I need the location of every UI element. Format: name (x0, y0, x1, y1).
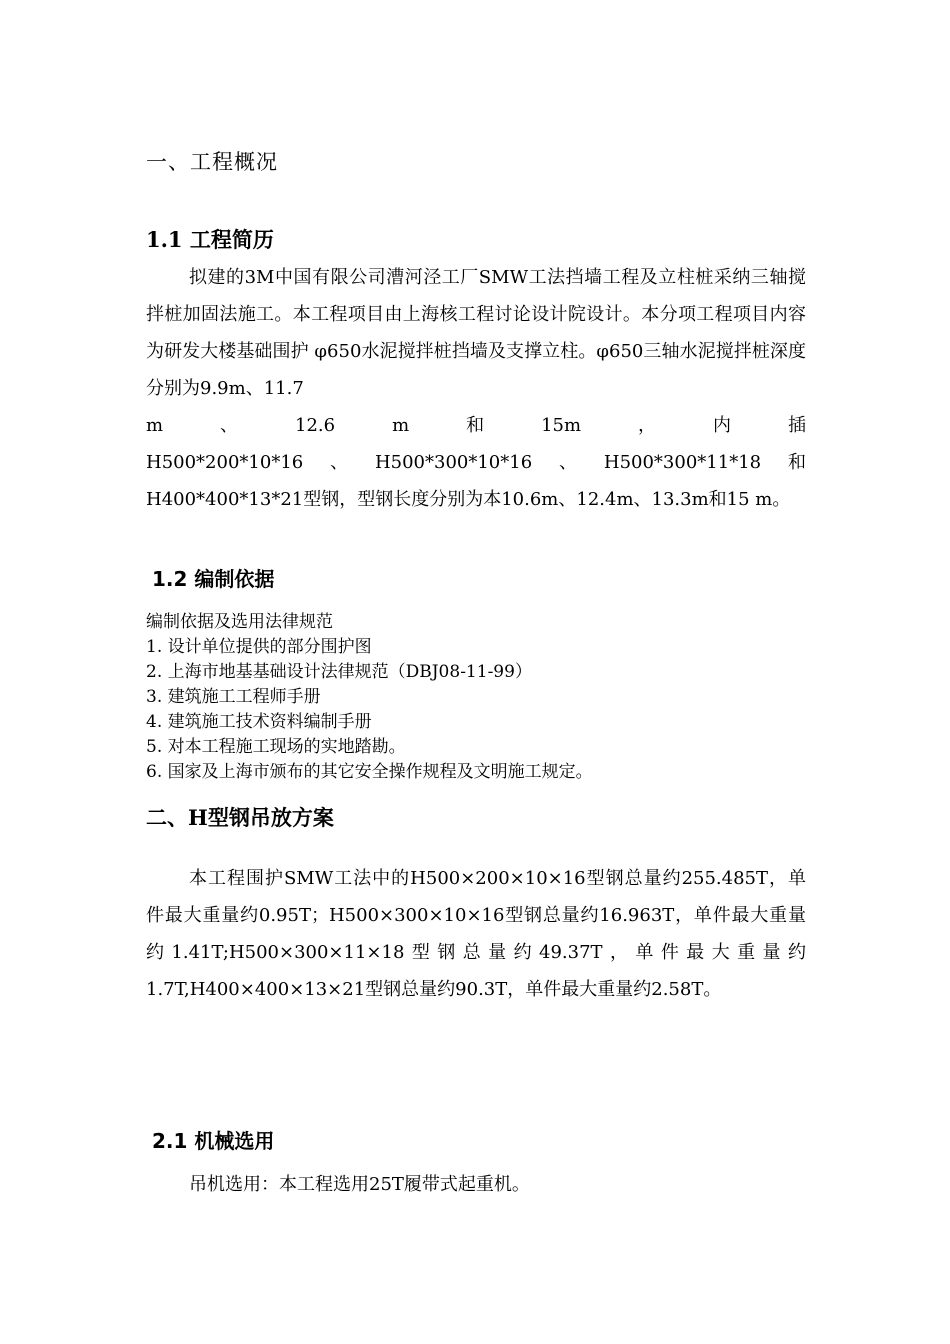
section-heading-h-beam-plan: 二、H型钢吊放方案 (146, 805, 334, 830)
machinery-paragraph: 吊机选用：本工程选用25T履带式起重机。 (189, 1174, 530, 1195)
list-item: 6. 国家及上海市颁布的其它安全操作规程及文明施工规定。 (146, 762, 593, 782)
line-token: 插 (787, 415, 806, 436)
list-item: 2. 上海市地基基础设计法律规范（DBJ08-11-99） (146, 662, 532, 682)
line-token: H500*300*10*16 (374, 452, 533, 473)
list-item: 1. 设计单位提供的部分围护图 (146, 637, 372, 657)
line-token: 和 (466, 415, 485, 436)
subsection-heading-project-history: 1.1 工程简历 (146, 227, 274, 252)
line-token: ， (638, 415, 657, 436)
list-item: 3. 建筑施工工程师手册 (146, 687, 321, 707)
basis-intro: 编制依据及选用法律规范 (146, 612, 333, 632)
section-heading-overview: 一、工程概况 (146, 150, 278, 174)
project-history-tail: H400*400*13*21型钢，型钢长度分别为本10.6m、12.4m、13.3m和15 m。 (146, 489, 791, 510)
line-token: 、 (220, 415, 239, 436)
list-item: 4. 建筑施工技术资料编制手册 (146, 712, 372, 732)
line-token: m (146, 415, 164, 436)
line-token: 15m (541, 415, 582, 436)
line-token: 、 (559, 452, 578, 473)
line-token: 内 (713, 415, 731, 436)
subsection-heading-basis: 1.2 编制依据 (152, 567, 275, 591)
justified-line-profiles (146, 444, 806, 481)
subsection-heading-machinery: 2.1 机械选用 (152, 1129, 275, 1153)
h-beam-plan-paragraph: 本工程围护SMW工法中的H500×200×10×16型钢总量约255.485T，单件最大重量约0.95T；H500×300×10×16型钢总量约16.963T，单件最大重量约1.41T;H500×300×11×18型钢总量约49.37T，单件最大重量约1.7T,H400×400×13×21型钢总量约90.3T，单件最大重量约2.58T。 (146, 868, 806, 1000)
line-token: 和 (787, 452, 806, 473)
line-token: m (392, 415, 410, 436)
justified-line-depths (146, 407, 806, 444)
project-history-paragraph: 拟建的3M中国有限公司漕河泾工厂SMW工法挡墙工程及立柱桩采纳三轴搅拌桩加固法施工。本工程项目由上海核工程讨论设计院设计。本分项工程项目内容为研发大楼基础围护 φ650水泥搅拌桩挡墙及支撑立柱。φ650三轴水泥搅拌桩深度分别为9.9m、11.7 (146, 267, 806, 399)
project-history-body (146, 259, 806, 518)
list-item: 5. 对本工程施工现场的实地踏勘。 (146, 737, 406, 757)
line-token: H500*200*10*16 (146, 452, 304, 473)
line-token: 12.6 (295, 415, 336, 436)
line-token: 、 (330, 452, 349, 473)
line-token: H500*300*11*18 (603, 452, 762, 473)
basis-list (146, 610, 806, 785)
